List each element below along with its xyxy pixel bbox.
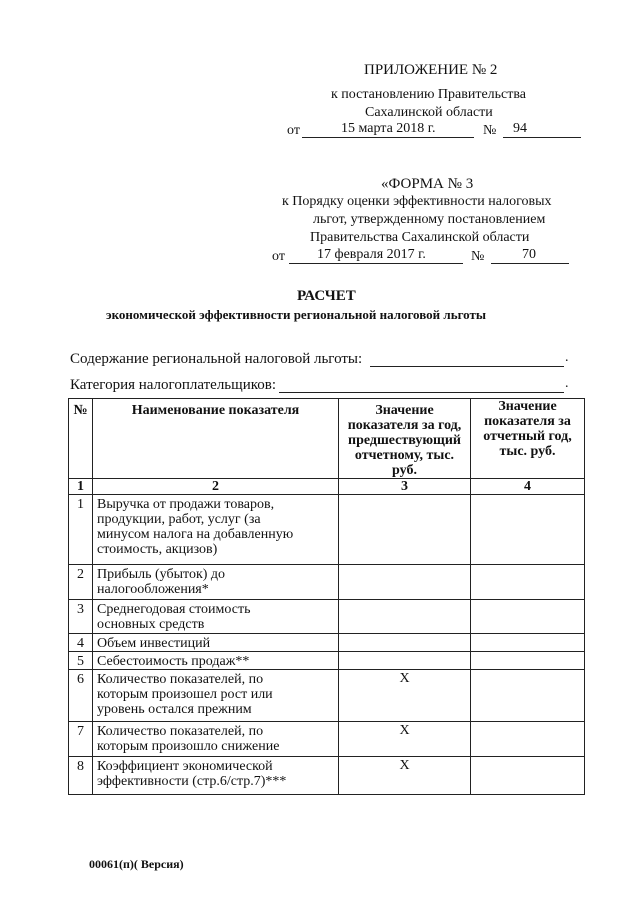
row-number: 2 [69,565,93,600]
form-line-2: льгот, утвержденному постановлением [313,212,546,227]
report-year-value[interactable] [471,652,585,670]
prev-year-value: X [339,722,471,757]
report-year-value[interactable] [471,495,585,565]
benefit-content-label: Содержание региональной налоговой льготы: [70,351,363,367]
appendix-title: ПРИЛОЖЕНИЕ № 2 [364,62,498,78]
report-year-value[interactable] [471,634,585,652]
taxpayer-category-period: . [565,376,569,391]
prev-year-value[interactable] [339,600,471,634]
version-code: 00061(п)( Версия) [89,857,184,871]
col-number: 2 [93,479,339,495]
col-header-name: Наименование показателя [93,399,339,479]
form-line-1: к Порядку оценки эффективности налоговых [282,194,552,209]
indicator-name: Прибыль (убыток) до налогообложения* [93,565,339,600]
benefit-content-period: . [565,350,569,365]
table-row [69,634,585,652]
prev-year-value: X [339,757,471,795]
form-title: «ФОРМА № 3 [381,176,474,192]
appendix-line-1: к постановлению Правительства [331,87,527,102]
col-number: 4 [471,479,585,495]
form-from-label: от [272,249,285,264]
prev-year-value[interactable] [339,634,471,652]
appendix-number: 94 [513,121,527,136]
form-line-3: Правительства Сахалинской области [310,230,530,245]
prev-year-value[interactable] [339,495,471,565]
prev-year-value: X [339,670,471,722]
indicator-name: Количество показателей, по которым произошел рост или уровень остался прежним [93,670,339,722]
report-year-value[interactable] [471,757,585,795]
appendix-line-2: Сахалинской области [365,105,493,120]
col-header-no: № [69,399,93,479]
appendix-no-label: № [483,123,497,138]
document-subtitle: экономической эффективности региональной налоговой льготы [106,307,487,322]
taxpayer-category-label: Категория налогоплательщиков: [70,377,277,393]
col-header-report-year: Значение показателя за отчетный год, тыс. руб. [471,399,585,479]
report-year-value[interactable] [471,670,585,722]
column-number-row [69,479,585,495]
report-year-value[interactable] [471,565,585,600]
prev-year-value[interactable] [339,565,471,600]
report-year-value[interactable] [471,600,585,634]
form-number: 70 [522,247,536,262]
report-year-value[interactable] [471,722,585,757]
indicator-name: Объем инвестиций [93,634,339,652]
row-number: 1 [69,495,93,565]
indicator-name: Коэффициент экономической эффективности (стр.6/стр.7)*** [93,757,339,795]
appendix-date-underline [302,137,474,138]
table-row [69,565,585,600]
indicator-name: Себестоимость продаж** [93,652,339,670]
indicator-name: Выручка от продажи товаров, продукции, работ, услуг (за минусом налога на добавленную стоимость, акцизов) [93,495,339,565]
table-row [69,757,585,795]
indicator-table [68,398,585,795]
taxpayer-category-field[interactable] [279,392,564,393]
table-row [69,722,585,757]
row-number: 3 [69,600,93,634]
appendix-number-underline [503,137,581,138]
row-number: 5 [69,652,93,670]
table-row [69,652,585,670]
table-row [69,670,585,722]
row-number: 7 [69,722,93,757]
indicator-name: Среднегодовая стоимость основных средств [93,600,339,634]
table-row [69,495,585,565]
form-date: 17 февраля 2017 г. [317,247,426,262]
prev-year-value[interactable] [339,652,471,670]
indicator-name: Количество показателей, по которым произошло снижение [93,722,339,757]
form-no-label: № [471,249,485,264]
table-row [69,600,585,634]
col-number: 3 [339,479,471,495]
form-number-underline [491,263,569,264]
row-number: 4 [69,634,93,652]
document-title: РАСЧЕТ [297,288,356,304]
form-date-underline [289,263,463,264]
row-number: 8 [69,757,93,795]
appendix-date: 15 марта 2018 г. [341,121,436,136]
col-number: 1 [69,479,93,495]
col-header-prev-year: Значение показателя за год, предшествующий отчетному, тыс. руб. [339,399,471,479]
table-header-row [69,399,585,479]
appendix-from-label: от [287,123,300,138]
row-number: 6 [69,670,93,722]
benefit-content-field[interactable] [370,366,564,367]
